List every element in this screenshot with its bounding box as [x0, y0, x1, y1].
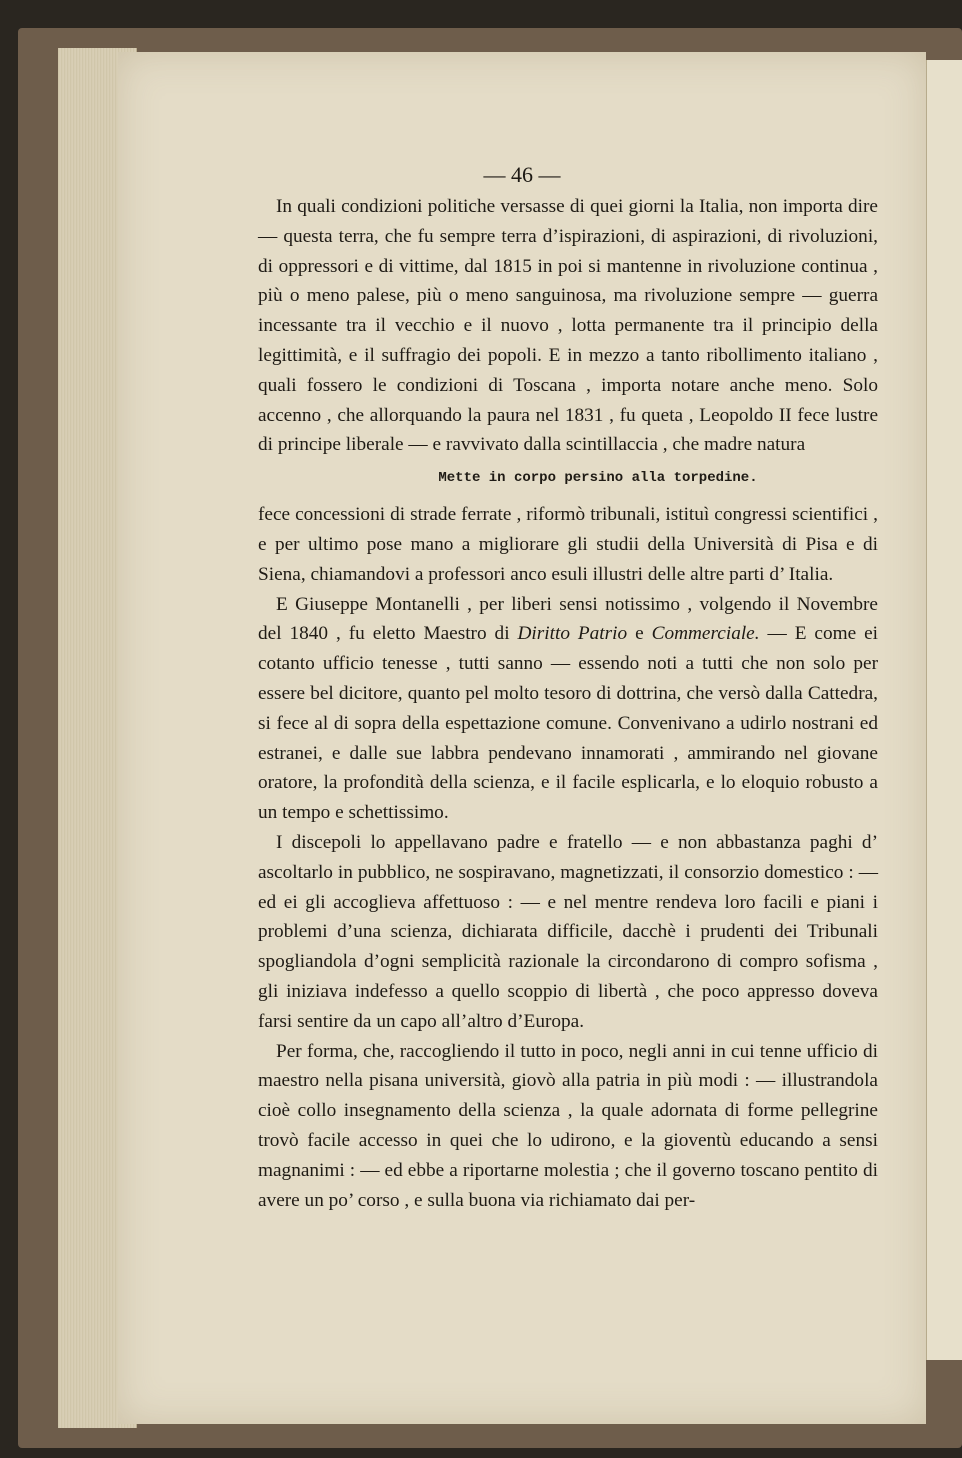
paragraph-3-text-c: — E come ei cotanto ufficio tenesse , tutti sanno — essendo noti a tutti che non solo per essere bel dicitore, quanto pel molto tesoro di dottrina, che versò dalla Cattedra, si fece al di sopra della espettazione comune. Convenivano a udirlo nostrani ed estranei, e dalle sue labbra pendevano innamorati , ammirando nel giovane oratore, la profondità della scienza, e il facile esplicarla, e lo eloquio robusto a un tempo e schettissimo.: [258, 623, 878, 824]
printed-page: [118, 52, 926, 1424]
paragraph-4: I discepoli lo appellavano padre e fratello — e non abbastanza paghi d’ ascoltarlo in pubblico, ne sospiravano, magnetizzati, il consorzio domestico : — ed ei gli accoglieva affettuoso : — e nel mentre rendeva loro facili e piani i problemi d’una scienza, dichiarata difficile, dacchè i prudenti dei Tribunali spogliandola d’ogni semplicità razionale la circondarono di compro sofisma , gli iniziava indefesso a quello scoppio di libertà , che poco appresso doveva farsi sentire da un capo all’altro d’Europa.: [258, 831, 878, 1032]
paragraph-1: In quali condizioni politiche versasse di quei giorni la Italia, non importa dire — questa terra, che fu sempre terra d’ispirazioni, di aspirazioni, di rivoluzioni, di oppressori e di vittime, dal 1815 in poi si mantenne in rivoluzione continua , più o meno palese, più o meno sanguinosa, ma rivoluzione sempre — guerra incessante tra il vecchio e il nuovo , lotta permanente tra il principio della legittimità, e il suffragio dei popoli. E in mezzo a tanto ribollimento italiano , quali fossero le condizioni di Toscana , importa notare anche meno. Solo accenno , che allorquando la paura nel 1831 , fu queta , Leopoldo II fece lustre di principe liberale — e ravvivato dalla scintillaccia , che madre natura: [258, 196, 878, 456]
paragraph-3-text-b: e: [627, 623, 652, 645]
paragraph-5: Per forma, che, raccogliendo il tutto in poco, negli anni in cui tenne ufficio di maestro nella pisana università, giovò alla patria in più modi : — illustrandola cioè collo insegnamento della scienza , la quale adornata di forme pellegrine trovò facile accesso in quei che lo udirono, e la gioventù educando a sensi magnanimi : — ed ebbe a riportarne molestia ; che il governo toscano pentito di avere un po’ corso , e sulla buona via richiamato dai per-: [258, 1040, 878, 1211]
paragraph-2: fece concessioni di strade ferrate , riformò tribunali, istituì congressi scientifici , e per ultimo pose mano a migliorare gli studii della Università di Pisa e di Siena, chiamandovi a professori anco esuli illustri delle altre parti d’ Italia.: [258, 504, 878, 585]
page-number: — 46 —: [483, 162, 561, 187]
page-body: [258, 192, 878, 1215]
italic-diritto-patrio: Diritto Patrio: [517, 623, 628, 645]
quoted-verse: Mette in corpo persino alla torpedine.: [438, 470, 758, 487]
italic-commerciale: Commerciale.: [651, 623, 760, 645]
paragraph-3: [258, 590, 878, 828]
paragraph-3-text-a: E Giuseppe Montanelli , per liberi sensi notissimo , volgendo il Novembre del 1840 , fu eletto Maestro di: [258, 593, 878, 645]
next-page-edge: [926, 60, 962, 1360]
